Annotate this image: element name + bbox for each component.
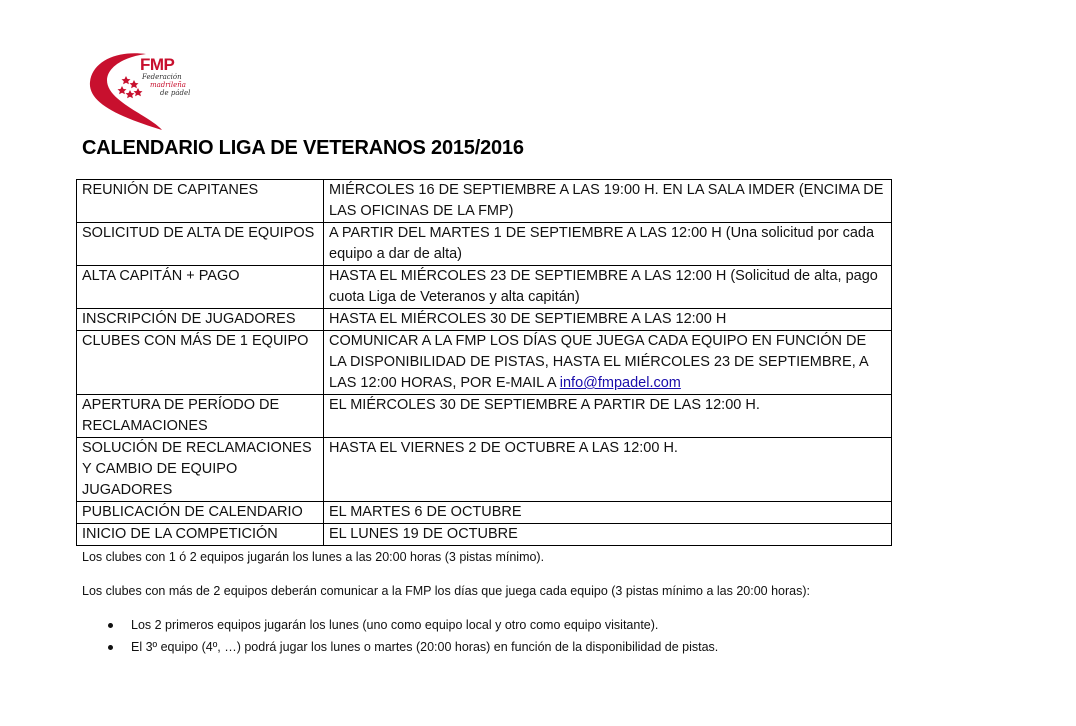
detail-cell: EL MARTES 6 DE OCTUBRE [324,502,892,524]
event-cell: ALTA CAPITÁN + PAGO [77,266,324,309]
table-row [77,309,892,331]
event-cell: REUNIÓN DE CAPITANES [77,180,324,223]
detail-cell: EL LUNES 19 DE OCTUBRE [324,524,892,546]
detail-text: COMUNICAR A LA FMP LOS DÍAS QUE JUEGA CADA EQUIPO EN FUNCIÓN DE LA DISPONIBILIDAD DE PISTAS, HASTA EL MIÉRCOLES 23 DE SEPTIEMBRE, A LAS 12:00 HORAS, POR E-MAIL A [329,333,868,391]
table-row [77,502,892,524]
bullet-text: El 3º equipo (4º, …) podrá jugar los lunes o martes (20:00 horas) en función de la disponibilidad de pistas. [131,640,719,654]
bullet-text: Los 2 primeros equipos jugarán los lunes (uno como equipo local y otro como equipo visitante). [131,618,659,632]
bullet-list [82,614,718,658]
event-cell: SOLUCIÓN DE RECLAMACIONES Y CAMBIO DE EQUIPO JUGADORES [77,438,324,502]
table-row [77,438,892,502]
table-row [77,180,892,223]
event-cell: SOLICITUD DE ALTA DE EQUIPOS [77,223,324,266]
detail-cell: HASTA EL MIÉRCOLES 23 DE SEPTIEMBRE A LAS 12:00 H (Solicitud de alta, pago cuota Liga de Veteranos y alta capitán) [324,266,892,309]
document-title: CALENDARIO LIGA DE VETERANOS 2015/2016 [82,137,524,159]
list-item [82,636,718,658]
logo-line3: de pádel [160,89,191,97]
table-row [77,331,892,395]
detail-cell: A PARTIR DEL MARTES 1 DE SEPTIEMBRE A LAS 12:00 H (Una solicitud por cada equipo a dar de alta) [324,223,892,266]
bullet-icon [108,623,113,628]
event-cell: PUBLICACIÓN DE CALENDARIO [77,502,324,524]
note-two: Los clubes con más de 2 equipos deberán comunicar a la FMP los días que juega cada equipo (3 pistas mínimo a las 20:00 horas): [82,584,810,598]
event-cell: INSCRIPCIÓN DE JUGADORES [77,309,324,331]
bullet-icon [108,645,113,650]
event-cell: INICIO DE LA COMPETICIÓN [77,524,324,546]
logo-subtitle [142,73,190,97]
logo-line2: madrileña [150,81,186,89]
detail-cell [324,331,892,395]
event-cell: APERTURA DE PERÍODO DE RECLAMACIONES [77,395,324,438]
event-cell: CLUBES CON MÁS DE 1 EQUIPO [77,331,324,395]
note-one: Los clubes con 1 ó 2 equipos jugarán los lunes a las 20:00 horas (3 pistas mínimo). [82,550,545,564]
schedule-table [76,179,892,546]
list-item [82,614,718,636]
detail-cell: EL MIÉRCOLES 30 DE SEPTIEMBRE A PARTIR DE LAS 12:00 H. [324,395,892,438]
table-row [77,223,892,266]
detail-cell: MIÉRCOLES 16 DE SEPTIEMBRE A LAS 19:00 H. EN LA SALA IMDER (ENCIMA DE LAS OFICINAS DE LA FMP) [324,180,892,223]
email-link[interactable]: info@fmpadel.com [559,375,681,391]
table-row [77,524,892,546]
detail-cell: HASTA EL MIÉRCOLES 30 DE SEPTIEMBRE A LAS 12:00 H [324,309,892,331]
detail-cell: HASTA EL VIERNES 2 DE OCTUBRE A LAS 12:00 H. [324,438,892,502]
logo-line1: Federación [142,73,182,81]
logo-abbr: FMP [140,55,175,74]
table-row [77,266,892,309]
table-row [77,395,892,438]
